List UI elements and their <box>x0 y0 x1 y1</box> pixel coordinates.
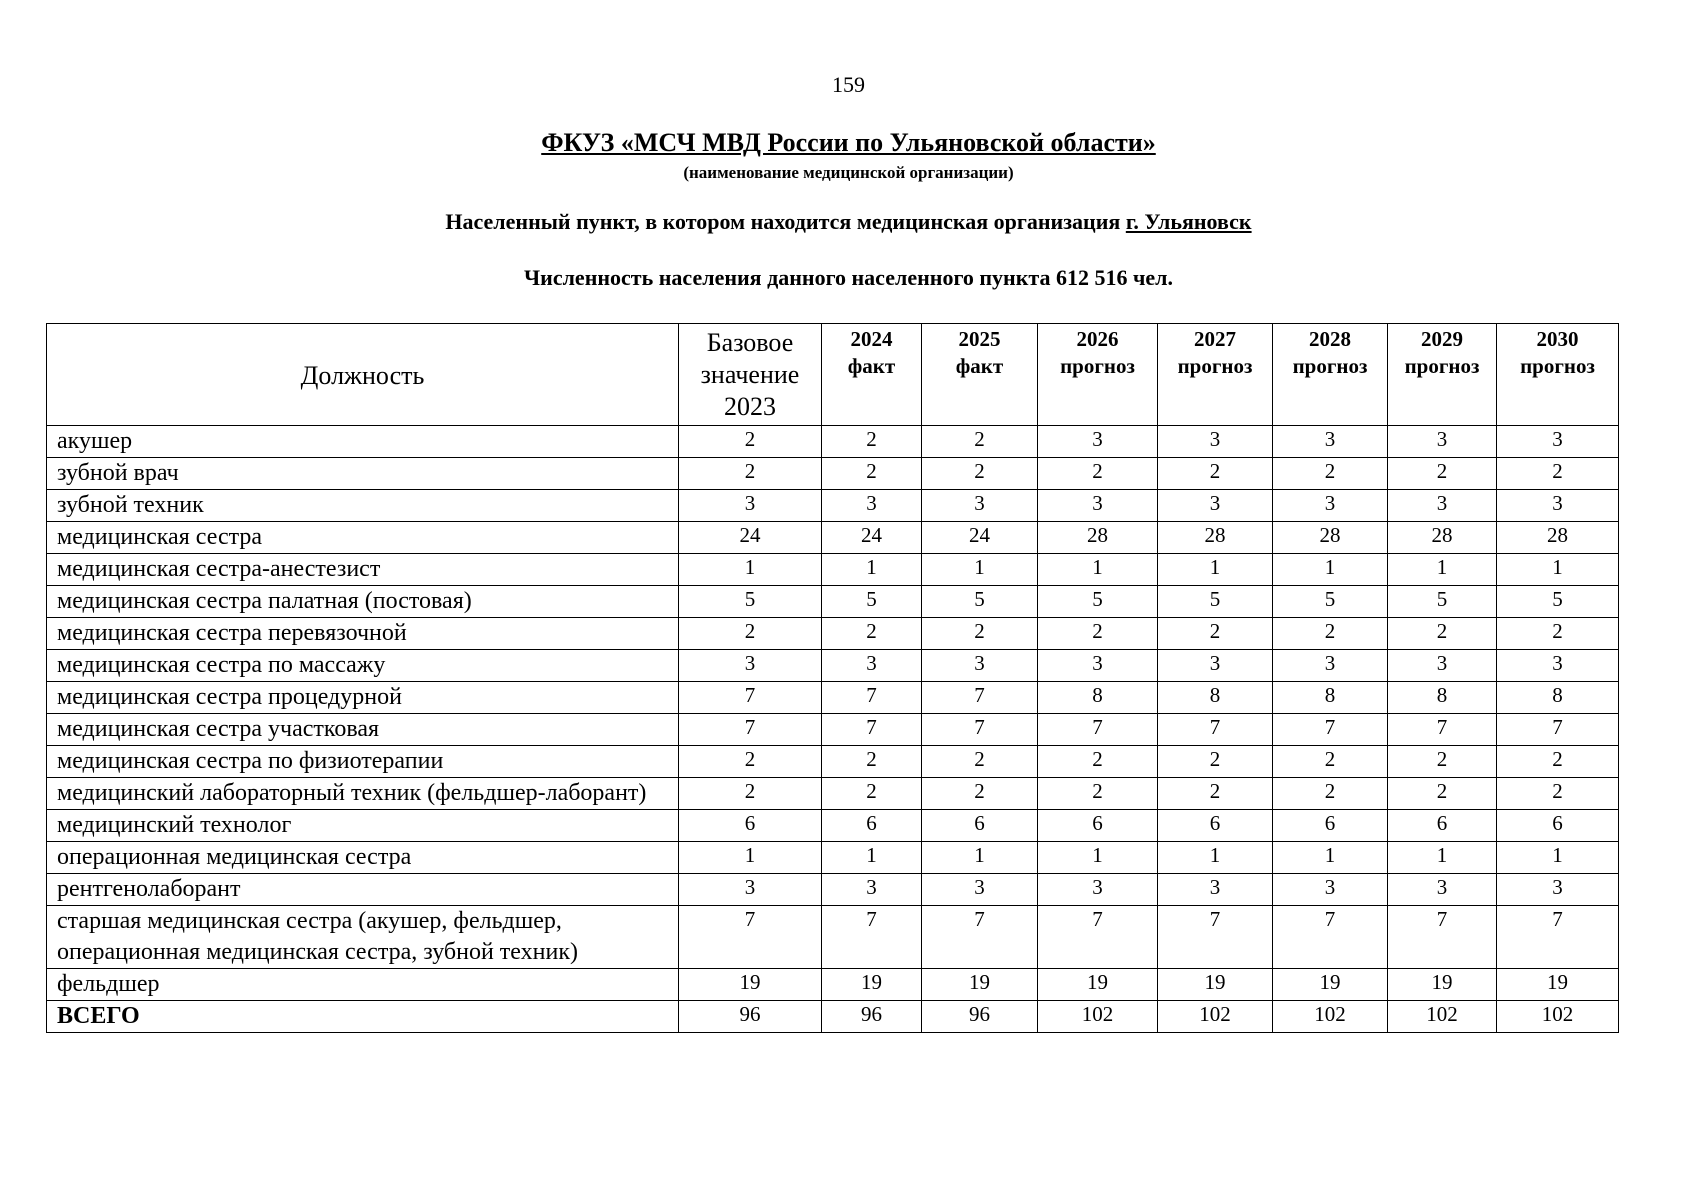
population-line: Численность населения данного населенного пункта 612 516 чел. <box>524 265 1173 290</box>
value-cell: 2 <box>1497 458 1619 490</box>
locality-value: г. Ульяновск <box>1125 209 1252 234</box>
value-cell: 2 <box>822 618 922 650</box>
value-cell: 2 <box>1273 458 1388 490</box>
header-kind: прогноз <box>1060 354 1135 378</box>
value-cell: 1 <box>1497 554 1619 586</box>
value-cell: 3 <box>1038 650 1158 682</box>
table-body <box>47 426 1619 1033</box>
value-cell: 3 <box>922 650 1038 682</box>
value-cell: 3 <box>1388 874 1497 906</box>
value-cell: 5 <box>922 586 1038 618</box>
value-cell: 96 <box>822 1001 922 1033</box>
value-cell: 5 <box>1273 586 1388 618</box>
value-cell: 102 <box>1273 1001 1388 1033</box>
table-row <box>47 458 1619 490</box>
value-cell: 19 <box>1158 969 1273 1001</box>
value-cell: 5 <box>1497 586 1619 618</box>
header-kind: факт <box>955 354 1004 378</box>
value-cell: 8 <box>1497 682 1619 714</box>
position-cell: старшая медицинская сестра (акушер, фельдшер, операционная медицинская сестра, зубной техник) <box>47 906 679 969</box>
value-cell: 3 <box>1158 874 1273 906</box>
value-cell: 3 <box>1273 490 1388 522</box>
value-cell: 1 <box>679 842 822 874</box>
value-cell: 5 <box>1038 586 1158 618</box>
value-cell: 6 <box>1158 810 1273 842</box>
locality-line <box>0 209 1697 235</box>
value-cell: 1 <box>922 554 1038 586</box>
position-cell: фельдшер <box>47 969 679 1001</box>
table-row <box>47 490 1619 522</box>
value-cell: 2 <box>679 778 822 810</box>
value-cell: 28 <box>1388 522 1497 554</box>
value-cell: 2 <box>922 458 1038 490</box>
value-cell: 2 <box>1038 618 1158 650</box>
value-cell: 19 <box>922 969 1038 1001</box>
header-base-value <box>679 324 822 426</box>
value-cell: 2 <box>922 426 1038 458</box>
value-cell: 1 <box>1158 842 1273 874</box>
value-cell: 2 <box>1158 778 1273 810</box>
header-year-2026 <box>1038 324 1158 426</box>
header-year: 2025 <box>958 327 1001 351</box>
header-base-line: Базовое <box>706 328 794 357</box>
position-cell: медицинская сестра участковая <box>47 714 679 746</box>
table-row <box>47 586 1619 618</box>
value-cell: 7 <box>1038 906 1158 969</box>
position-cell: медицинская сестра-анестезист <box>47 554 679 586</box>
value-cell: 8 <box>1158 682 1273 714</box>
value-cell: 2 <box>922 618 1038 650</box>
table-row <box>47 874 1619 906</box>
value-cell: 1 <box>822 554 922 586</box>
value-cell: 2 <box>822 458 922 490</box>
value-cell: 3 <box>822 650 922 682</box>
total-label: ВСЕГО <box>47 1001 679 1033</box>
value-cell: 3 <box>922 490 1038 522</box>
value-cell: 2 <box>1497 618 1619 650</box>
value-cell: 7 <box>679 682 822 714</box>
value-cell: 2 <box>1038 778 1158 810</box>
value-cell: 3 <box>822 490 922 522</box>
value-cell: 7 <box>1273 906 1388 969</box>
value-cell: 2 <box>822 426 922 458</box>
position-cell: медицинская сестра <box>47 522 679 554</box>
value-cell: 6 <box>1497 810 1619 842</box>
header-kind: прогноз <box>1292 354 1368 378</box>
value-cell: 3 <box>1158 650 1273 682</box>
value-cell: 2 <box>1388 746 1497 778</box>
table-row <box>47 810 1619 842</box>
position-cell: рентгенолаборант <box>47 874 679 906</box>
value-cell: 6 <box>1038 810 1158 842</box>
position-cell: зубной техник <box>47 490 679 522</box>
value-cell: 19 <box>1497 969 1619 1001</box>
value-cell: 19 <box>1273 969 1388 1001</box>
value-cell: 3 <box>1497 650 1619 682</box>
value-cell: 102 <box>1038 1001 1158 1033</box>
value-cell: 7 <box>922 906 1038 969</box>
position-cell: медицинский технолог <box>47 810 679 842</box>
value-cell: 102 <box>1158 1001 1273 1033</box>
value-cell: 3 <box>1038 490 1158 522</box>
value-cell: 19 <box>679 969 822 1001</box>
header-position: Должность <box>47 324 679 426</box>
table-row <box>47 522 1619 554</box>
value-cell: 3 <box>1497 490 1619 522</box>
value-cell: 2 <box>679 746 822 778</box>
page-number: 159 <box>832 72 865 97</box>
value-cell: 19 <box>1388 969 1497 1001</box>
value-cell: 8 <box>1273 682 1388 714</box>
value-cell: 7 <box>922 714 1038 746</box>
value-cell: 3 <box>1388 650 1497 682</box>
value-cell: 2 <box>822 778 922 810</box>
value-cell: 3 <box>1497 426 1619 458</box>
value-cell: 24 <box>922 522 1038 554</box>
value-cell: 3 <box>679 874 822 906</box>
value-cell: 1 <box>1497 842 1619 874</box>
value-cell: 3 <box>1038 874 1158 906</box>
header-year-2028 <box>1273 324 1388 426</box>
header-kind: прогноз <box>1520 354 1595 378</box>
position-cell: медицинская сестра по массажу <box>47 650 679 682</box>
header-year: 2029 <box>1421 327 1463 351</box>
table-row <box>47 906 1619 969</box>
value-cell: 5 <box>822 586 922 618</box>
position-cell: операционная медицинская сестра <box>47 842 679 874</box>
value-cell: 7 <box>822 682 922 714</box>
value-cell: 3 <box>1273 650 1388 682</box>
value-cell: 2 <box>679 426 822 458</box>
value-cell: 7 <box>922 682 1038 714</box>
value-cell: 6 <box>1273 810 1388 842</box>
table-total-row <box>47 1001 1619 1033</box>
value-cell: 3 <box>1158 490 1273 522</box>
value-cell: 3 <box>679 490 822 522</box>
value-cell: 96 <box>922 1001 1038 1033</box>
value-cell: 19 <box>822 969 922 1001</box>
value-cell: 3 <box>822 874 922 906</box>
value-cell: 2 <box>922 778 1038 810</box>
value-cell: 2 <box>1038 746 1158 778</box>
value-cell: 7 <box>1388 906 1497 969</box>
value-cell: 7 <box>1038 714 1158 746</box>
table-row <box>47 618 1619 650</box>
position-cell: медицинская сестра по физиотерапии <box>47 746 679 778</box>
table-row <box>47 682 1619 714</box>
value-cell: 102 <box>1388 1001 1497 1033</box>
value-cell: 1 <box>1038 842 1158 874</box>
value-cell: 2 <box>679 458 822 490</box>
value-cell: 1 <box>1158 554 1273 586</box>
value-cell: 7 <box>1497 714 1619 746</box>
value-cell: 2 <box>1273 618 1388 650</box>
value-cell: 7 <box>679 906 822 969</box>
value-cell: 19 <box>1038 969 1158 1001</box>
value-cell: 1 <box>922 842 1038 874</box>
value-cell: 2 <box>1497 778 1619 810</box>
value-cell: 3 <box>1388 426 1497 458</box>
header-year-2027 <box>1158 324 1273 426</box>
value-cell: 1 <box>679 554 822 586</box>
value-cell: 2 <box>679 618 822 650</box>
header-base-line: значение <box>700 360 800 389</box>
value-cell: 2 <box>1388 458 1497 490</box>
header-kind: прогноз <box>1404 354 1480 378</box>
table-row <box>47 842 1619 874</box>
value-cell: 2 <box>1158 746 1273 778</box>
value-cell: 3 <box>1497 874 1619 906</box>
value-cell: 28 <box>1273 522 1388 554</box>
value-cell: 3 <box>679 650 822 682</box>
value-cell: 1 <box>1273 842 1388 874</box>
value-cell: 3 <box>1388 490 1497 522</box>
value-cell: 2 <box>1388 618 1497 650</box>
header-kind: факт <box>847 354 896 378</box>
table-row <box>47 778 1619 810</box>
value-cell: 8 <box>1388 682 1497 714</box>
value-cell: 2 <box>1158 618 1273 650</box>
header-year-2024 <box>822 324 922 426</box>
table-row <box>47 746 1619 778</box>
value-cell: 5 <box>1158 586 1273 618</box>
header-year: 2030 <box>1536 327 1579 351</box>
position-cell: зубной врач <box>47 458 679 490</box>
value-cell: 3 <box>1158 426 1273 458</box>
value-cell: 8 <box>1038 682 1158 714</box>
value-cell: 1 <box>1388 842 1497 874</box>
position-cell: медицинский лабораторный техник (фельдшер-лаборант) <box>47 778 679 810</box>
value-cell: 2 <box>1273 746 1388 778</box>
value-cell: 7 <box>822 714 922 746</box>
position-cell: медицинская сестра процедурной <box>47 682 679 714</box>
table-row <box>47 969 1619 1001</box>
staffing-table <box>46 323 1619 1033</box>
value-cell: 7 <box>1497 906 1619 969</box>
value-cell: 2 <box>1038 458 1158 490</box>
value-cell: 28 <box>1038 522 1158 554</box>
value-cell: 5 <box>679 586 822 618</box>
header-year: 2027 <box>1194 327 1236 351</box>
value-cell: 24 <box>679 522 822 554</box>
value-cell: 7 <box>1273 714 1388 746</box>
value-cell: 1 <box>1038 554 1158 586</box>
locality-label: Населенный пункт, в котором находится медицинская организация <box>445 209 1121 234</box>
header-year-2029 <box>1388 324 1497 426</box>
value-cell: 102 <box>1497 1001 1619 1033</box>
value-cell: 7 <box>679 714 822 746</box>
value-cell: 28 <box>1497 522 1619 554</box>
value-cell: 3 <box>1038 426 1158 458</box>
header-year-2025 <box>922 324 1038 426</box>
value-cell: 2 <box>922 746 1038 778</box>
table-header-row <box>47 324 1619 426</box>
value-cell: 6 <box>679 810 822 842</box>
table-row <box>47 650 1619 682</box>
value-cell: 2 <box>1273 778 1388 810</box>
value-cell: 3 <box>1273 426 1388 458</box>
position-cell: медицинская сестра палатная (постовая) <box>47 586 679 618</box>
value-cell: 96 <box>679 1001 822 1033</box>
position-cell: акушер <box>47 426 679 458</box>
value-cell: 3 <box>1273 874 1388 906</box>
value-cell: 28 <box>1158 522 1273 554</box>
header-base-line: 2023 <box>724 392 776 421</box>
header-year-2030 <box>1497 324 1619 426</box>
value-cell: 7 <box>822 906 922 969</box>
organization-name: ФКУЗ «МСЧ МВД России по Ульяновской области» <box>541 128 1156 157</box>
position-cell: медицинская сестра перевязочной <box>47 618 679 650</box>
value-cell: 6 <box>1388 810 1497 842</box>
value-cell: 2 <box>1158 458 1273 490</box>
value-cell: 6 <box>822 810 922 842</box>
header-year: 2024 <box>850 327 893 351</box>
table-row <box>47 554 1619 586</box>
value-cell: 24 <box>822 522 922 554</box>
value-cell: 7 <box>1388 714 1497 746</box>
value-cell: 3 <box>922 874 1038 906</box>
value-cell: 7 <box>1158 714 1273 746</box>
value-cell: 2 <box>1388 778 1497 810</box>
header-kind: прогноз <box>1177 354 1253 378</box>
header-year: 2028 <box>1309 327 1351 351</box>
value-cell: 1 <box>822 842 922 874</box>
value-cell: 5 <box>1388 586 1497 618</box>
table-row <box>47 426 1619 458</box>
table-row <box>47 714 1619 746</box>
value-cell: 7 <box>1158 906 1273 969</box>
value-cell: 2 <box>1497 746 1619 778</box>
value-cell: 2 <box>822 746 922 778</box>
value-cell: 6 <box>922 810 1038 842</box>
value-cell: 1 <box>1388 554 1497 586</box>
organization-caption: (наименование медицинской организации) <box>683 163 1014 182</box>
header-year: 2026 <box>1076 327 1119 351</box>
value-cell: 1 <box>1273 554 1388 586</box>
